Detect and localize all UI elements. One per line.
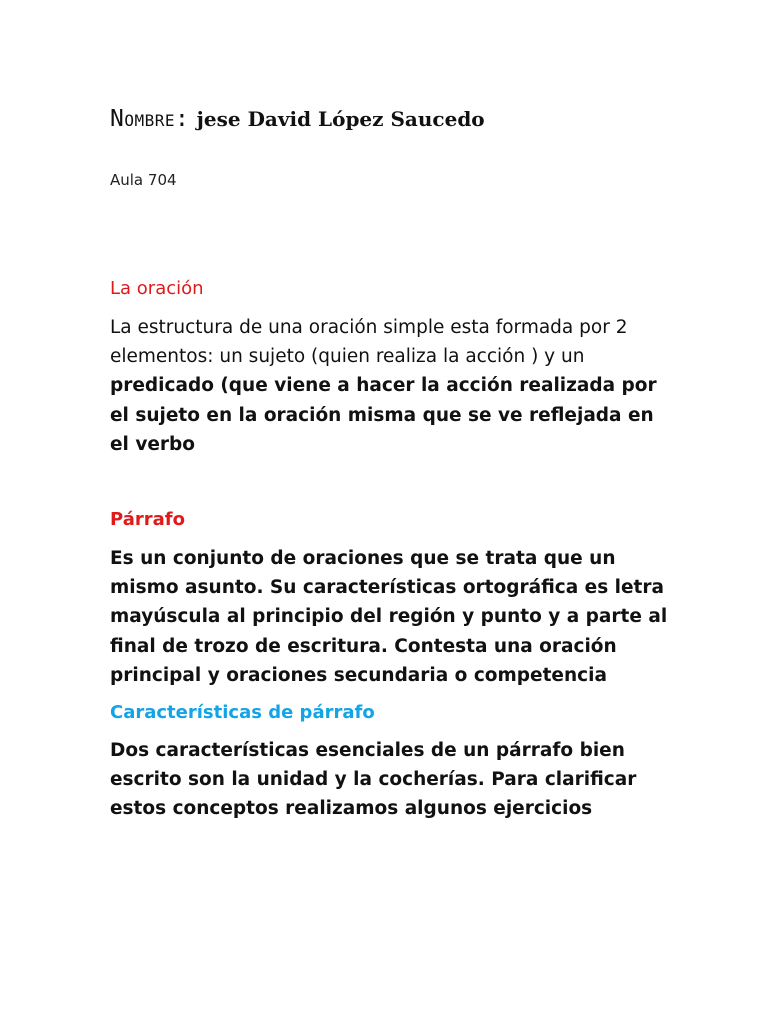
student-name: jese David López Saucedo [196, 107, 485, 131]
section-title-caracteristicas: Características de párrafo [110, 702, 375, 723]
paragraph-caracteristicas-text: Dos características esenciales de un párrafo bien escrito son la unidad y la cocherías. Para clarificar estos conceptos realizamos algunos ejercicios [110, 740, 637, 820]
paragraph-caracteristicas [110, 736, 670, 824]
paragraph-oracion [110, 313, 670, 459]
paragraph-parrafo-text: Es un conjunto de oraciones que se trata que un mismo asunto. Su características ortográfica es letra mayúscula al principio del región y punto y a parte al final de trozo de escritura. Contesta una oración principal y oraciones secundaria o competencia [110, 548, 668, 686]
name-label: Nombre: [110, 106, 190, 132]
section-title-oracion: La oración [110, 278, 204, 299]
classroom-label: Aula 704 [110, 171, 177, 189]
student-name-line [110, 104, 485, 134]
paragraph-oracion-bold: predicado (que viene a hacer la acción realizada por el sujeto en la oración misma que se ve reflejada en el verbo [110, 375, 657, 455]
section-title-parrafo: Párrafo [110, 509, 185, 530]
paragraph-parrafo [110, 544, 670, 690]
paragraph-oracion-normal: La estructura de una oración simple esta formada por 2 elementos: un sujeto (quien realiza la acción ) y un [110, 317, 628, 368]
